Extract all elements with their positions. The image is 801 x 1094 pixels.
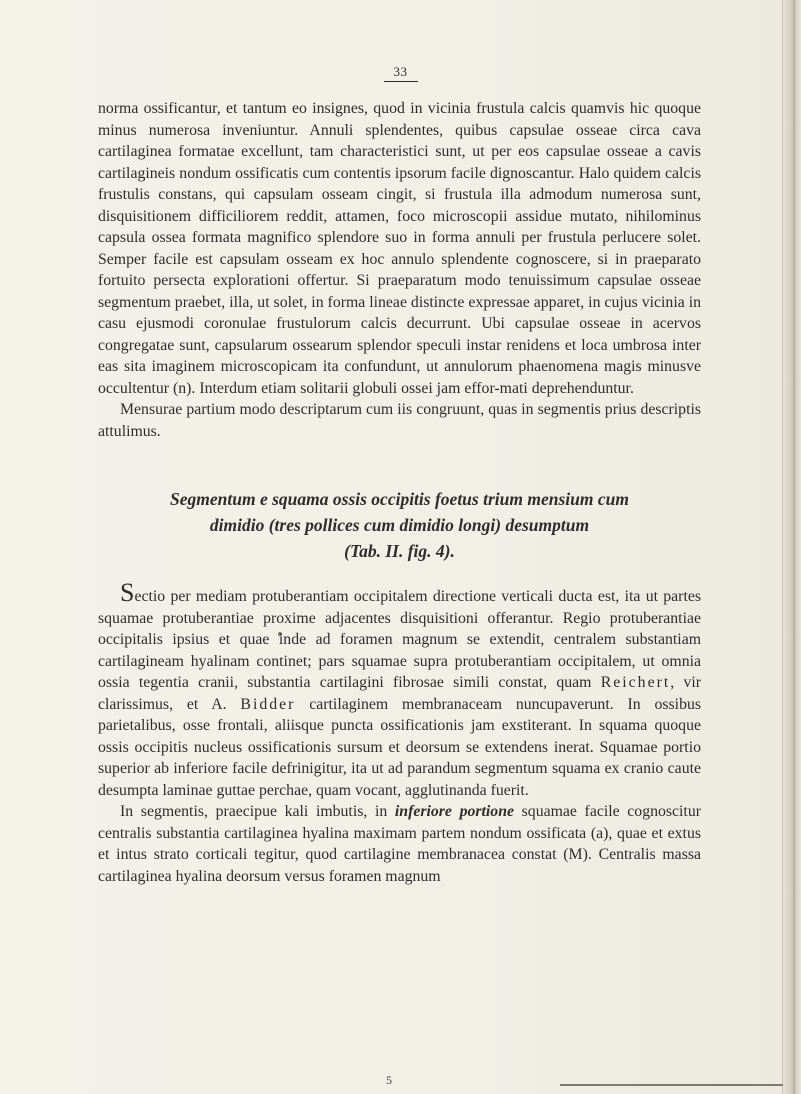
paragraph-3: [98, 578, 702, 801]
author-bidder: Bidder: [240, 695, 296, 713]
section-title-line-1: Segmentum e squama ossis occipitis foetus trium mensium cum: [170, 489, 629, 509]
page-number: [0, 64, 801, 82]
paragraph-3-text-b: , vir clarissimus, et A.: [98, 674, 702, 713]
paragraph-4-text-a: In segmentis, praecipue kali imbutis, in: [120, 803, 395, 820]
signature-mark: 5: [386, 1073, 392, 1087]
paragraph-4-text-b: squamae facile cognoscitur centralis substantia cartilaginea hyalina maximam partem nondum ossificata (a), quae et extus et intus strato corticali tegitur, quod cartilagine membranacea constat (M). Centralis massa cartilaginea hyalina deorsum versus foramen magnum: [98, 803, 701, 885]
body-text: [98, 98, 701, 887]
section-body: [98, 578, 702, 887]
paragraph-3-text-c: cartilaginem membranaceam nuncupaverunt. In ossibus parietalibus, osse frontali, aliisque puncta ossificationis jam exstiterant. In squama quoque ossis occipitis nucleus ossificationis sursum et deorsum se extendens inerat. Squamae portio superior ab inferiore facile defrinigitur, ita ut ad parandum segmentum squama ex cranio caute desumpta laminae guttae perchae, quam vocant, agglutinanda fuerit.: [98, 695, 702, 799]
paragraph-4-emphasis: inferiore portione: [394, 803, 514, 820]
bottom-rule: [560, 1084, 783, 1086]
paragraph-2: Mensurae partium modo descriptarum cum iis congruunt, quas in segmentis prius descriptis attulimus.: [98, 401, 701, 440]
page-number-text: 33: [384, 64, 418, 82]
paragraph-3-text-a: Sectio per mediam protuberantiam occipitalem directione verticali ducta est, ita ut partes squamae protuberantiae proxime adjacentes disquisitioni offerantur. Regio protuberantiae occipitalis ipsius et quae inde ad foramen magnum se extendit, centralem substantiam cartilagineam hyalinam continet; pars squamae supra protuberantiam occipitalem, ut omnia ossia tegentia cranii, substantia cartilagini fibrosae simili constat, quam: [98, 578, 701, 691]
author-reichert: Reichert: [600, 674, 671, 691]
section-title-line-3: (Tab. II. fig. 4).: [344, 541, 455, 561]
paragraph-1: norma ossificantur, et tantum eo insignes, quod in vicinia frustula calcis quamvis hic quoque minus numerosa inveniuntur. Annuli splendentes, quibus capsulae osseae circa cava cartilaginea formatae excellunt, tam characteristici sunt, ut per eos capsulae osseae a cavis cartilagineis nondum ossificatis cum contentis ipsorum facile dignoscantur. Halo quidem calcis frustulis constans, qui capsulam osseam cingit, si frustula illa admodum numerosa sunt, disquisitionem difficiliorem reddit, attamen, foco microscopii assidue mutato, nihilominus capsula ossea formata magnifico splendore suo in forma annuli per frustula perlucere solet. Semper facile est capsulam osseam ex hoc annulo splendente cognoscere, si in praeparato fortuito persecta explorationi offertur. Si praeparatum modo tenuissimum capsulae osseae segmentum praebet, illa, ut solet, in forma lineae distincte expressae apparet, in cujus vicinia in casu ejusmodi coronulae frustulorum calcis decurrunt. Ubi capsulae osseae in acervos congregatae sunt, capsularum ossearum splendor speculi instar renidens et loca umbrosa inter eas sita imaginem microscopicam ita confundunt, ut annulorum phaenomena magis minusve occultentur (n). Interdum etiam solitarii globuli ossei jam effor-mati deprehenduntur.: [98, 100, 701, 397]
section-title: [98, 486, 701, 564]
page-spine: [793, 0, 795, 1094]
section-title-line-2: dimidio (tres pollices cum dimidio longi) desumptum: [209, 515, 590, 535]
paragraph-4: [98, 801, 701, 887]
page-edge: [782, 0, 801, 1094]
